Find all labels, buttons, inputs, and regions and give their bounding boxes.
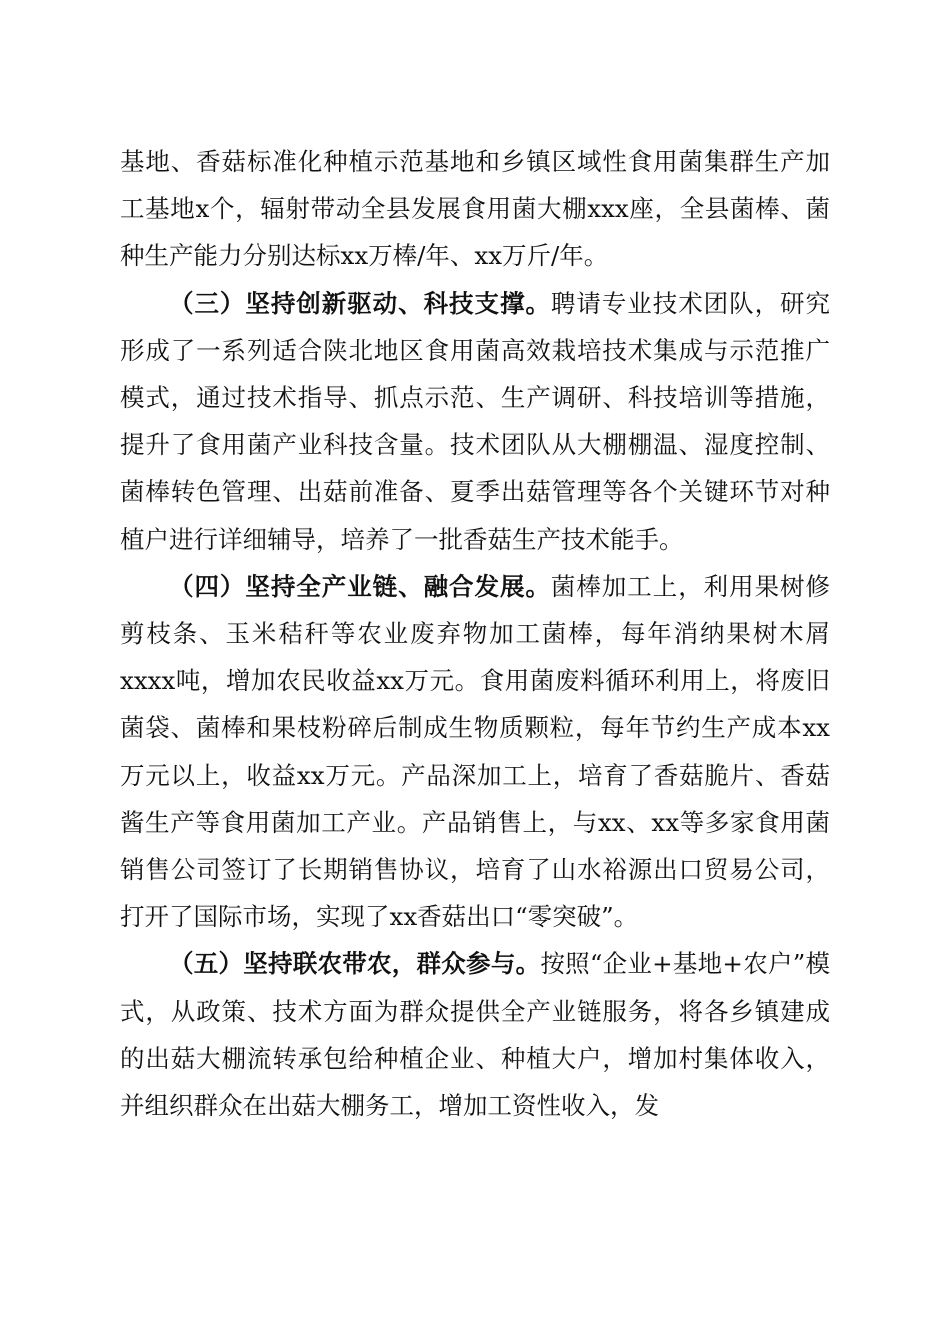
paragraph-body: 基地、香菇标准化种植示范基地和乡镇区域性食用菌集群生产加工基地x个，辐射带动全县发展食用菌大棚xxx座，全县菌棒、菌种生产能力分别达标xx万棒/年、xx万斤/年。: [120, 147, 830, 271]
document-body: [120, 138, 830, 1129]
paragraph-body: 按照“企业+基地+农户”模式，从政策、技术方面为群众提供全产业链服务，将各乡镇建成的出菇大棚流转承包给种植企业、种植大户，增加村集体收入，并组织群众在出菇大棚务工，增加工资性收入，发: [120, 949, 830, 1121]
paragraph-innovation: [120, 280, 830, 563]
paragraph-industry-chain: [120, 563, 830, 941]
paragraph-body: 菌棒加工上，利用果树修剪枝条、玉米秸秆等农业废弃物加工菌棒，每年消纳果树木屑xxxx吨，增加农民收益xx万元。食用菌废料循环利用上，将废旧菌袋、菌棒和果枝粉碎后制成生物质颗粒，每年节约生产成本xx万元以上，收益xx万元。产品深加工上，培育了香菇脆片、香菇酱生产等食用菌加工产业。产品销售上，与xx、xx等多家食用菌销售公司签订了长期销售协议，培育了山水裕源出口贸易公司，打开了国际市场，实现了xx香菇出口“零突破”。: [120, 571, 831, 932]
paragraph-heading: （三）坚持创新驱动、科技支撑。: [169, 288, 551, 318]
paragraph-continuation: [120, 138, 830, 280]
paragraph-body: 聘请专业技术团队，研究形成了一系列适合陕北地区食用菌高效栽培技术集成与示范推广模式，通过技术指导、抓点示范、生产调研、科技培训等措施，提升了食用菌产业科技含量。技术团队从大棚棚温、湿度控制、菌棒转色管理、出菇前准备、夏季出菇管理等各个关键环节对种植户进行详细辅导，培养了一批香菇生产技术能手。: [120, 288, 831, 554]
paragraph-farmer-participation: [120, 940, 830, 1129]
paragraph-heading: （四）坚持全产业链、融合发展。: [169, 571, 551, 601]
paragraph-heading: （五）坚持联农带农，群众参与。: [169, 949, 541, 979]
